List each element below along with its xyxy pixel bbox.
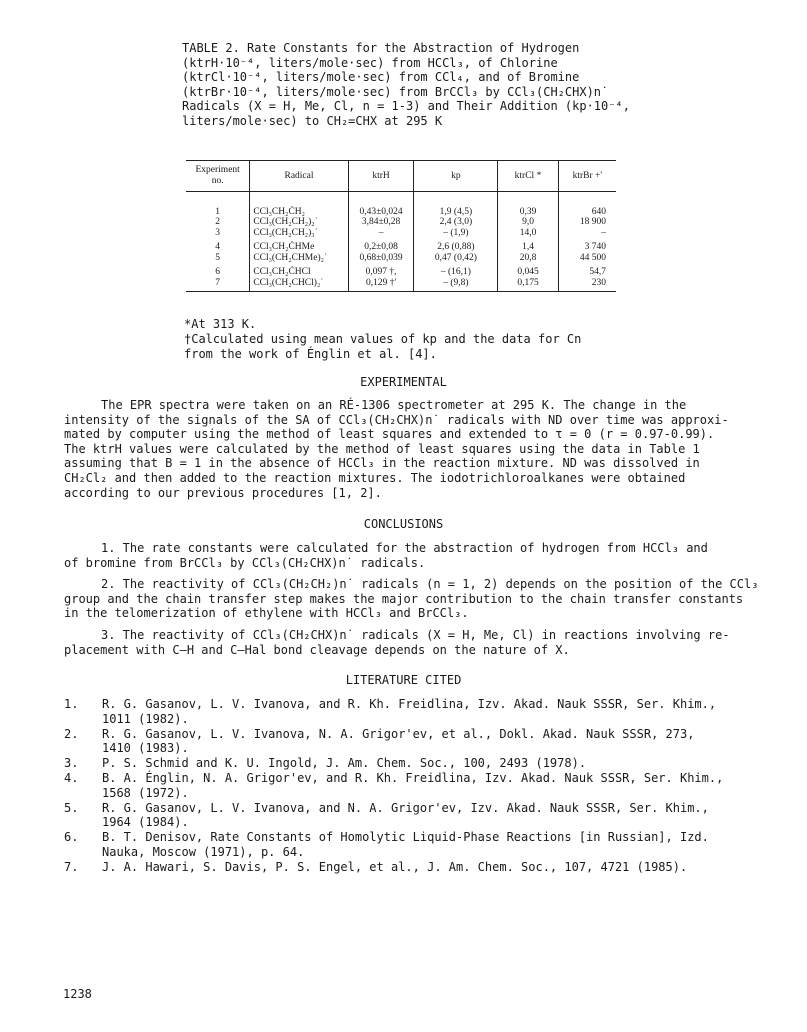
table-caption xyxy=(182,41,630,128)
reference-text: B. A. Énglin, N. A. Grigor'ev, and R. Kh. Freidlina, Izv. Akad. Nauk SSSR, Ser. Khim., xyxy=(102,770,724,785)
table-row xyxy=(186,192,616,207)
cell-ktr-h: 0,129 †' xyxy=(348,278,414,292)
paragraph-line: group and the chain transfer step makes the major contribution to the chain transfer constants xyxy=(64,591,744,606)
paragraph-line: placement with C–H and C–Hal bond cleavage depends on the nature of X. xyxy=(64,642,570,657)
reference-list xyxy=(64,697,754,875)
cell-radical: CCl₃CH₂ĊHCl xyxy=(250,263,348,278)
reference-number: 6. xyxy=(64,830,79,845)
cell-ktr-cl: 20,8 xyxy=(498,253,558,264)
cell-ktr-h: 0,097 †, xyxy=(348,263,414,278)
table-row xyxy=(186,228,616,239)
cell-ktr-br: – xyxy=(558,228,616,239)
table-row xyxy=(186,207,616,218)
reference-text: R. G. Gasanov, L. V. Ivanova, N. A. Grigor'ev, et al., Dokl. Akad. Nauk SSSR, 273, xyxy=(102,726,695,741)
paragraph-line: of bromine from BrCCl₃ by CCl₃(CH₂CHX)n˙ radicals. xyxy=(64,555,426,570)
reference-item xyxy=(64,771,754,801)
paragraph-line: The ktrH values were calculated by the method of least squares using the data in Table 1 xyxy=(64,441,700,456)
caption-line: (ktrCl·10⁻⁴, liters/mole·sec) from CCl₄, and of Bromine xyxy=(182,70,580,84)
reference-text: 1964 (1984). xyxy=(102,815,189,830)
cell-experiment-no: 6 xyxy=(215,267,221,277)
cell-ktr-cl: 0,175 xyxy=(498,278,558,292)
experimental-paragraph xyxy=(64,398,744,500)
cell-experiment-no: 3 xyxy=(215,227,221,238)
literature-heading: LITERATURE CITED xyxy=(345,673,462,687)
reference-text: 1410 (1983). xyxy=(102,741,189,756)
cell-ktr-h: 0,2±0,08 xyxy=(348,238,414,253)
cell-ktr-br: 230 xyxy=(558,278,616,292)
reference-number: 5. xyxy=(64,800,79,815)
paragraph-line: mated by computer using the method of least squares and extended to τ = 0 (r = 0.97-0.99). xyxy=(64,427,715,442)
caption-line: (ktrH·10⁻⁴, liters/mole·sec) from HCCl₃, of Chlorine xyxy=(182,55,558,70)
cell-ktr-cl: 0,39 xyxy=(498,207,558,218)
cell-ktr-h: 3,84±0,28 xyxy=(348,217,414,228)
reference-text: 1568 (1972). xyxy=(102,785,189,800)
cell-ktr-br: 54,7 xyxy=(558,263,616,278)
cell-kp: – (1,9) xyxy=(414,228,498,239)
cell-ktr-cl: 0,045 xyxy=(498,263,558,278)
cell-kp: – (16,1) xyxy=(414,263,498,278)
paragraph-line: according to our previous procedures [1, 2]. xyxy=(64,485,382,500)
paragraph-line: in the telomerization of ethylene with HCCl₃ and BrCCl₃. xyxy=(64,606,469,621)
cell-radical: CCl₃CH₂ĊHMe xyxy=(250,238,348,253)
paragraph-line: The EPR spectra were taken on an RÉ-1306 spectrometer at 295 K. The change in the xyxy=(101,398,687,412)
reference-text: 1011 (1982). xyxy=(102,711,189,726)
header-ktr-cl: ktrCl * xyxy=(498,161,558,192)
cell-experiment-no: 4 xyxy=(215,242,221,252)
cell-ktr-br: 3 740 xyxy=(558,238,616,253)
cell-ktr-h: 0,68±0,039 xyxy=(348,253,414,264)
cell-radical: CCl₃(CH₂CHMe)₂˙ xyxy=(250,253,348,264)
cell-experiment-no: 1 xyxy=(215,206,221,217)
reference-number: 3. xyxy=(64,756,79,771)
reference-number: 4. xyxy=(64,770,79,785)
reference-text: R. G. Gasanov, L. V. Ivanova, and N. A. Grigor'ev, Izv. Akad. Nauk SSSR, Ser. Khim., xyxy=(102,800,709,815)
cell-radical: CCl₃(CH₂CHCl)₂˙ xyxy=(250,278,348,292)
cell-kp: 1,9 (4,5) xyxy=(414,207,498,218)
footnote: from the work of Énglin et al. [4]. xyxy=(184,347,437,361)
cell-kp: 2,4 (3,0) xyxy=(414,217,498,228)
reference-text: P. S. Schmid and K. U. Ingold, J. Am. Chem. Soc., 100, 2493 (1978). xyxy=(102,756,587,771)
cell-radical: CCl₃(CH₂CH₂)₃˙ xyxy=(250,228,348,239)
header-kp: kp xyxy=(414,161,498,192)
footnote: †Calculated using mean values of kp and the data for Cn xyxy=(184,332,582,346)
reference-item xyxy=(64,697,754,727)
reference-number: 1. xyxy=(64,697,79,711)
reference-item xyxy=(64,830,754,860)
table-row xyxy=(186,238,616,253)
paragraph-line: 2. The reactivity of CCl₃(CH₂CH₂)n˙ radicals (n = 1, 2) depends on the position of the CCl₃ xyxy=(101,577,759,591)
paragraph-line: 3. The reactivity of CCl₃(CH₂CHX)n˙ radicals (X = H, Me, Cl) in reactions involving re- xyxy=(101,628,730,642)
reference-item xyxy=(64,727,754,757)
reference-text: R. G. Gasanov, L. V. Ivanova, and R. Kh. Freidlina, Izv. Akad. Nauk SSSR, Ser. Khim., xyxy=(102,697,717,711)
reference-text: J. A. Hawari, S. Davis, P. S. Engel, et al., J. Am. Chem. Soc., 107, 4721 (1985). xyxy=(102,859,688,874)
rate-constants-table xyxy=(186,160,616,292)
cell-ktr-br: 18 900 xyxy=(558,217,616,228)
table-footnotes xyxy=(184,317,581,362)
reference-item xyxy=(64,860,754,875)
caption-line: Radicals (X = H, Me, Cl, n = 1-3) and Their Addition (kp·10⁻⁴, xyxy=(182,99,630,113)
page-number: 1238 xyxy=(63,987,92,1001)
conclusion-item-3 xyxy=(64,628,744,657)
reference-number: 2. xyxy=(64,726,79,741)
cell-ktr-br: 640 xyxy=(558,207,616,218)
cell-ktr-cl: 14,0 xyxy=(498,228,558,239)
cell-kp: 0,47 (0,42) xyxy=(414,253,498,264)
cell-ktr-h: 0,43±0,024 xyxy=(348,207,414,218)
paragraph-line: CH₂Cl₂ and then added to the reaction mixtures. The iodotrichloroalkanes were obtained xyxy=(64,470,686,485)
conclusions-heading: CONCLUSIONS xyxy=(363,517,444,531)
table-row xyxy=(186,217,616,228)
cell-ktr-h: – xyxy=(348,228,414,239)
cell-radical: CCl₃(CH₂CH₂)₂˙ xyxy=(250,217,348,228)
cell-kp: – (9,8) xyxy=(414,278,498,292)
footnote: *At 313 K. xyxy=(184,317,257,331)
table-row xyxy=(186,278,616,292)
reference-item xyxy=(64,756,754,771)
table-header-row xyxy=(186,161,616,192)
conclusion-item-1 xyxy=(64,541,744,570)
conclusion-item-2 xyxy=(64,577,759,621)
table-row xyxy=(186,253,616,264)
header-ktr-br: ktrBr +' xyxy=(558,161,616,192)
table-row xyxy=(186,263,616,278)
header-radical: Radical xyxy=(250,161,348,192)
experimental-heading: EXPERIMENTAL xyxy=(360,375,447,389)
caption-line: TABLE 2. Rate Constants for the Abstraction of Hydrogen xyxy=(182,41,580,55)
paragraph-line: assuming that B = 1 in the absence of HCCl₃ in the reaction mixture. ND was dissolved in xyxy=(64,456,700,471)
cell-ktr-cl: 1,4 xyxy=(498,238,558,253)
cell-radical: CCl₃CH₂ĊH₂ xyxy=(250,207,348,218)
header-experiment-no: Experiment no. xyxy=(195,165,240,186)
header-ktr-h: ktrH xyxy=(348,161,414,192)
cell-experiment-no: 2 xyxy=(215,217,221,227)
reference-text: B. T. Denisov, Rate Constants of Homolytic Liquid-Phase Reactions [in Russian], Izd. xyxy=(102,830,709,845)
cell-experiment-no: 7 xyxy=(215,277,221,288)
cell-kp: 2,6 (0,88) xyxy=(414,238,498,253)
cell-ktr-br: 44 500 xyxy=(558,253,616,264)
reference-text: Nauka, Moscow (1971), p. 64. xyxy=(102,844,305,859)
cell-ktr-cl: 9,0 xyxy=(498,217,558,228)
paragraph-line: intensity of the signals of the SA of CCl₃(CH₂CHX)n˙ radicals with ND over time was approxi- xyxy=(64,412,729,427)
paragraph-line: 1. The rate constants were calculated for the abstraction of hydrogen from HCCl₃ and xyxy=(101,541,708,555)
caption-line: liters/mole·sec) to CH₂=CHX at 295 K xyxy=(182,113,443,128)
caption-line: (ktrBr·10⁻⁴, liters/mole·sec) from BrCCl₃ by CCl₃(CH₂CHX)n˙ xyxy=(182,84,609,99)
cell-experiment-no: 5 xyxy=(215,252,221,263)
reference-item xyxy=(64,801,754,831)
reference-number: 7. xyxy=(64,859,79,874)
